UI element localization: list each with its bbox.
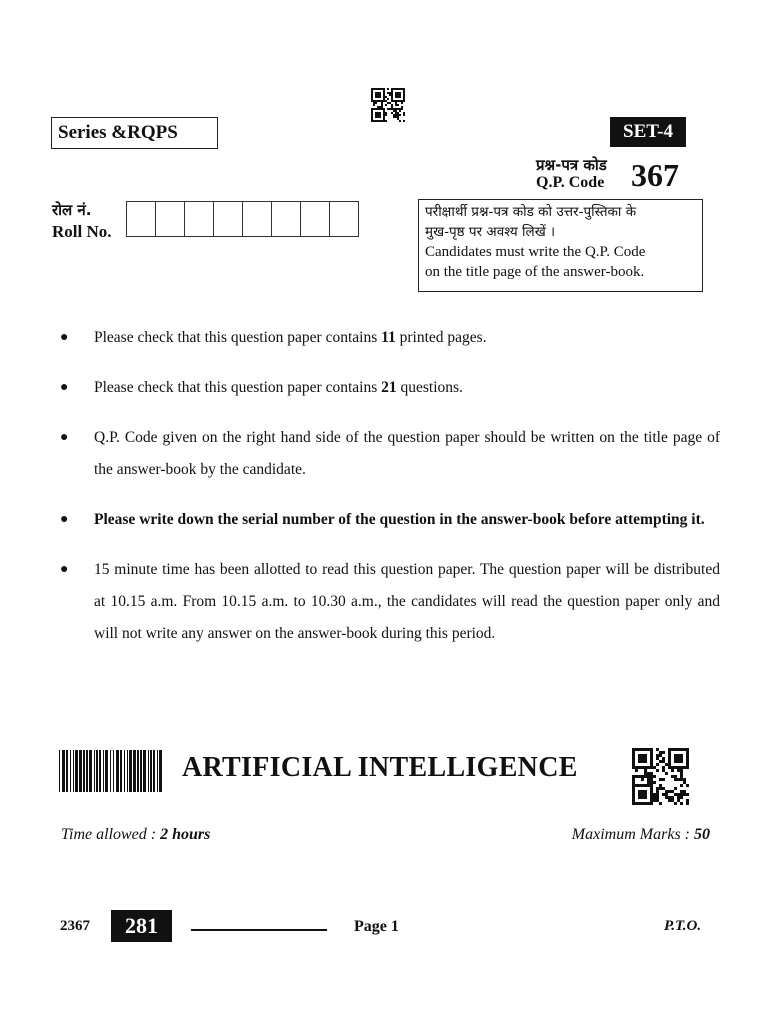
- qp-code-value: 367: [631, 157, 679, 193]
- notice-english-line-2: on the title page of the answer-book.: [425, 264, 645, 280]
- qp-code-notice-box: [418, 199, 703, 292]
- footer-badge: 281: [111, 910, 172, 942]
- instruction-text: questions.: [396, 379, 463, 396]
- time-allowed-value: 2 hours: [160, 826, 211, 843]
- barcode: [59, 750, 164, 792]
- roll-number-box: [127, 202, 156, 236]
- roll-number-hindi-label: रोल नं.: [52, 201, 92, 219]
- notice-english-line-1: Candidates must write the Q.P. Code: [425, 244, 646, 260]
- roll-number-label: Roll No.: [52, 222, 112, 241]
- roll-number-box: [330, 202, 358, 236]
- maximum-marks-value: 50: [694, 826, 710, 843]
- roll-number-box: [214, 202, 243, 236]
- set-badge: SET-4: [610, 117, 686, 147]
- instruction-text: 15 minute time has been allotted to read this question paper. The question paper will be distributed at 10.15 a.m. From 10.15 a.m. to 10.30 a.m., the candidates will read the question paper only and will not write any answer on the answer-book during this period.: [94, 561, 720, 642]
- qr-code-subject: [632, 748, 689, 805]
- roll-number-box: [272, 202, 301, 236]
- notice-hindi-line-1: परीक्षार्थी प्रश्न-पत्र कोड को उत्तर-पुस्तिका के: [425, 204, 637, 220]
- bullet-icon: ●: [60, 330, 69, 345]
- instruction-item: [60, 504, 720, 536]
- instruction-item: [60, 322, 720, 354]
- instruction-item: [60, 372, 720, 404]
- roll-number-box: [185, 202, 214, 236]
- instruction-item: [60, 422, 720, 486]
- bullet-icon: ●: [60, 380, 69, 395]
- roll-number-box: [301, 202, 330, 236]
- instructions-list: [60, 322, 720, 650]
- maximum-marks: [572, 826, 710, 844]
- instruction-emphasis: 11: [381, 329, 396, 346]
- instruction-emphasis: Please write down the serial number of the question in the answer-book before attempting it.: [94, 511, 705, 528]
- bullet-icon: ●: [60, 562, 69, 577]
- maximum-marks-label: Maximum Marks :: [571, 826, 694, 843]
- instruction-text: Please check that this question paper contains: [94, 379, 382, 396]
- roll-number-box: [243, 202, 272, 236]
- footer-code: 2367: [60, 918, 90, 934]
- instruction-text: printed pages.: [395, 329, 487, 346]
- footer-rule: [191, 929, 327, 931]
- bullet-icon: ●: [60, 512, 69, 527]
- instruction-emphasis: 21: [381, 379, 397, 396]
- footer-page-number: Page 1: [354, 918, 399, 935]
- instruction-text: Please check that this question paper contains: [94, 329, 382, 346]
- qp-code-label: Q.P. Code: [536, 174, 605, 191]
- instruction-text: Q.P. Code given on the right hand side of the question paper should be written on the title page of the answer-book by the candidate.: [94, 429, 720, 478]
- subject-title: ARTIFICIAL INTELLIGENCE: [182, 752, 578, 783]
- time-allowed-label: Time allowed :: [61, 826, 161, 843]
- footer-pto: P.T.O.: [664, 918, 702, 934]
- time-allowed: [61, 826, 210, 844]
- series-label: Series &RQPS: [58, 122, 178, 143]
- instruction-item: [60, 554, 720, 650]
- notice-hindi-line-2: मुख-पृष्ठ पर अवश्य लिखें ।: [425, 224, 556, 240]
- qp-code-hindi-label: प्रश्न-पत्र कोड: [536, 156, 607, 174]
- series-box: [51, 117, 218, 149]
- roll-number-boxes: [126, 201, 359, 237]
- bullet-icon: ●: [60, 430, 69, 445]
- roll-number-box: [156, 202, 185, 236]
- qr-code-top: [371, 88, 405, 122]
